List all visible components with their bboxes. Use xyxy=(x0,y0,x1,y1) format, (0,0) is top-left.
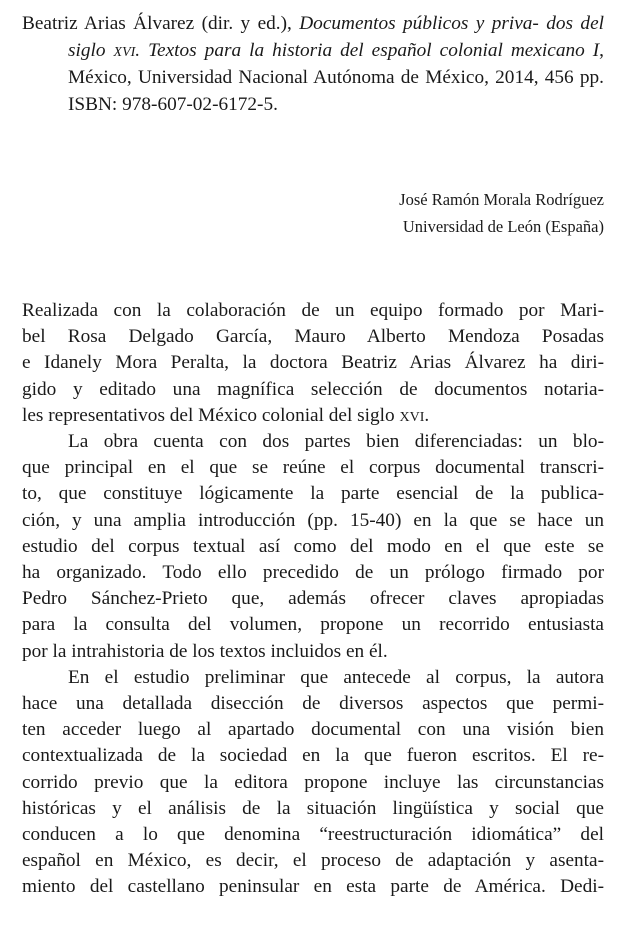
reviewer-affiliation: Universidad de León (España) xyxy=(402,217,604,236)
book-citation xyxy=(22,10,604,118)
citation-title-1: Documentos públicos y priva- xyxy=(299,13,539,34)
paragraph-2-line: por la intrahistoria de los textos incluidos en él. xyxy=(22,640,388,662)
citation-author: Beatriz Arias Álvarez (dir. y ed.), xyxy=(22,13,300,34)
paragraph-3-line: históricas y el análisis de la situación lingüística y social que xyxy=(22,797,604,819)
paragraph-2-line: La obra cuenta con dos partes bien diferenciadas: un blo- xyxy=(68,431,604,453)
review-body xyxy=(22,298,604,901)
paragraph-2-line: to, que constituye lógicamente la parte esencial de la publica- xyxy=(22,483,604,505)
paragraph-3-line: En el estudio preliminar que antecede al corpus, la autora xyxy=(68,666,604,688)
paragraph-2-line: que principal en el que se reúne el corpus documental transcri- xyxy=(22,457,604,479)
paragraph-1-century: xvi xyxy=(399,404,425,426)
paragraph-3-line: miento del castellano peninsular en esta parte de América. Dedi- xyxy=(22,876,604,898)
paragraph-3-line: contextualizada de la sociedad en la que fueron escritos. El re- xyxy=(22,745,604,767)
paragraph-3-line: español en México, es decir, el proceso de adaptación y asenta- xyxy=(22,850,604,872)
paragraph-2 xyxy=(22,429,604,665)
paragraph-1-line: Realizada con la colaboración de un equipo formado por Mari- xyxy=(22,300,604,321)
citation-title-3: . Textos para la historia del español colonial xyxy=(135,40,503,61)
paragraph-3-line: conducen a lo que denomina “reestructuración idiomática” del xyxy=(22,824,604,846)
citation-publisher-2: México, 2014, 456 pp. ISBN: 978-607-02-6172-5. xyxy=(68,67,605,115)
paragraph-3-line: hace una detallada disección de diversos aspectos que permi- xyxy=(22,693,604,715)
paragraph-1-text: les representativos del México colonial del siglo xyxy=(22,404,400,426)
paragraph-3 xyxy=(22,665,604,901)
paragraph-2-line: para la consulta del volumen, propone un recorrido entusiasta xyxy=(22,614,604,636)
paragraph-1-line: bel Rosa Delgado García, Mauro Alberto Mendoza Posadas xyxy=(22,326,604,348)
paragraph-2-line: ción, y una amplia introducción (pp. 15-40) en la que se hace un xyxy=(22,509,604,531)
citation-title-century: xvi xyxy=(113,40,136,61)
reviewer-name: José Ramón Morala Rodríguez xyxy=(399,190,604,209)
citation-publisher-1: , México, Universidad Nacional Autónoma de xyxy=(68,40,604,88)
paragraph-2-line: Pedro Sánchez-Prieto que, además ofrecer claves apropiadas xyxy=(22,588,604,610)
citation-title-4: mexicano I xyxy=(510,40,600,61)
citation-title-2: dos del siglo xyxy=(68,13,604,61)
reviewer-block xyxy=(22,186,604,240)
paragraph-1 xyxy=(22,298,604,429)
paragraph-3-line: corrido previo que la editora propone incluye las circunstancias xyxy=(22,771,604,793)
paragraph-1-end: . xyxy=(424,404,430,426)
paragraph-1-line-last xyxy=(22,403,604,429)
paragraph-1-line: e Idanely Mora Peralta, la doctora Beatriz Arias Álvarez ha diri- xyxy=(22,352,604,374)
paragraph-2-line: ha organizado. Todo ello precedido de un prólogo firmado por xyxy=(22,562,604,584)
paragraph-3-line: ten acceder luego al apartado documental con una visión bien xyxy=(22,719,604,741)
paragraph-1-line: gido y editado una magnífica selección de documentos notaria- xyxy=(22,378,604,400)
paragraph-2-line: estudio del corpus textual así como del modo en el que este se xyxy=(22,535,604,557)
